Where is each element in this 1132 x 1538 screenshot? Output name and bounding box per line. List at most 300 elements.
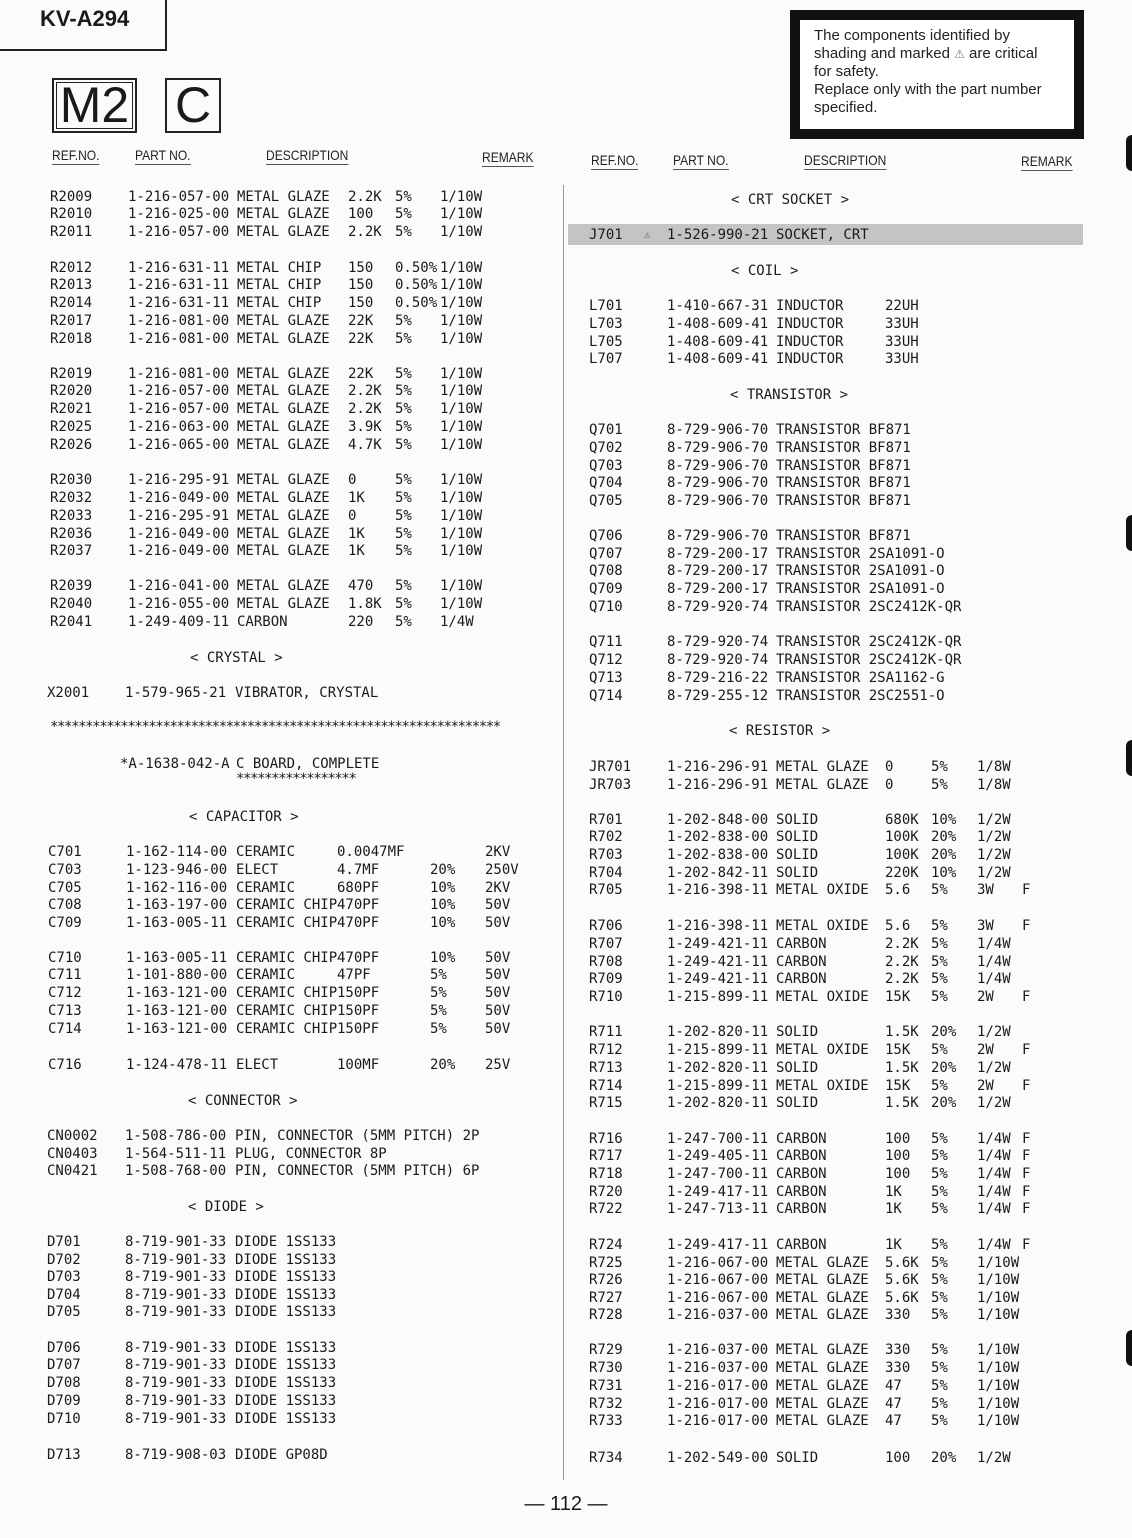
cell-part: 1-216-049-00 [128,490,230,506]
cell-rating: 1/10W [977,1396,1020,1412]
cell-rating: 1/10W [440,277,483,293]
cell-ref: D702 [47,1252,81,1268]
cell-rating: 1/4W [977,1201,1011,1217]
cell-value: 0 [885,759,894,775]
cell-rating: 1/2W [977,812,1011,828]
cell-value: 1K [348,490,365,506]
cell-part: 8-719-901-33 [125,1287,227,1303]
section-tag-c: C [165,78,221,133]
cell-value: 330 [885,1307,911,1323]
cell-rating: 1/2W [977,1060,1011,1076]
cell-part: 1-202-842-11 [667,865,769,881]
cell-ref: R715 [589,1095,623,1111]
cell-tol: 5% [931,954,948,970]
cell-rating: 25V [485,1057,511,1073]
cell-part: 1-216-295-91 [128,508,230,524]
cell-part: 1-216-041-00 [128,578,230,594]
cell-value: 5.6 [885,918,911,934]
cell-tol: 5% [931,1148,948,1164]
cell-tol: 20% [931,1060,957,1076]
cell-desc: METAL GLAZE [237,206,330,222]
cell-desc: METAL GLAZE [237,526,330,542]
cell-ref: Q712 [589,652,623,668]
cell-desc: CARBON [776,1166,827,1182]
cell-ref: R2037 [50,543,93,559]
cell-tol: 5% [931,936,948,952]
cell-tol: 5% [931,1413,948,1429]
cell-ref: C710 [48,950,82,966]
cell-value: 5.6 [885,882,911,898]
cell-value: 150 [348,277,374,293]
cell-desc: CERAMIC CHIP [236,897,338,913]
cell-desc: METAL GLAZE [776,1396,869,1412]
cell-tol: 10% [931,812,957,828]
cell-tol: 5% [931,882,948,898]
warning-icon: ⚠ [644,228,651,241]
cell-desc: CARBON [776,936,827,952]
cell-desc: METAL GLAZE [776,1378,869,1394]
cell-tol: 5% [931,989,948,1005]
cell-flag: F [1022,989,1031,1005]
cell-ref: D703 [47,1269,81,1285]
cell-ref: C713 [48,1003,82,1019]
cell-rating: 1/10W [977,1290,1020,1306]
cell-part: 1-216-037-00 [667,1360,769,1376]
cell-tol: 5% [395,366,412,382]
header-part-right: PART NO. [673,152,729,168]
cell-part: 1-216-037-00 [667,1342,769,1358]
cell-ref: R711 [589,1024,623,1040]
cell-part: 8-729-906-70 [667,422,769,438]
cell-tol: 5% [931,971,948,987]
cell-ref: C711 [48,967,82,983]
cell-value: 150 [348,260,374,276]
warning-icon: ⚠ [954,47,965,61]
cell-desc: METAL GLAZE [776,1307,869,1323]
cell-desc: TRANSISTOR 2SC2412K-QR [776,652,962,668]
cell-ref: R734 [589,1450,623,1466]
cell-part: 8-719-901-33 [125,1340,227,1356]
section-transistor: < TRANSISTOR > [730,387,849,403]
cell-desc: CARBON [776,971,827,987]
cell-desc: DIODE 1SS133 [235,1411,337,1427]
cell-desc: SOLID [776,1095,819,1111]
cell-desc: SOLID [776,847,819,863]
cell-ref: D709 [47,1393,81,1409]
cell-ref: R703 [589,847,623,863]
cell-ref: D706 [47,1340,81,1356]
cell-part: 1-215-899-11 [667,989,769,1005]
cell-flag: F [1022,1201,1031,1217]
cell-part: 1-215-899-11 [667,1042,769,1058]
cell-rating: 50V [485,915,511,931]
safety-note [790,10,1084,139]
cell-ref: D704 [47,1287,81,1303]
cell-desc: CERAMIC CHIP [236,915,338,931]
cell-value: 2.2K [885,936,919,952]
cell-desc: DIODE 1SS133 [235,1340,337,1356]
cell-desc: CERAMIC CHIP [236,950,338,966]
section-resistor: < RESISTOR > [729,723,831,739]
cell-tol: 5% [931,1255,948,1271]
header-remark-left: REMARK [482,149,534,165]
cell-rating: 2W [977,1078,994,1094]
cell-rating: 1/2W [977,829,1011,845]
cell-desc: METAL GLAZE [776,1413,869,1429]
cell-part: 8-719-901-33 [125,1411,227,1427]
cell-tol: 5% [395,401,412,417]
cell-ref: R2033 [50,508,93,524]
cell-value: 2.2K [348,383,382,399]
cell-ref: R2041 [50,614,93,630]
cell-ref: D710 [47,1411,81,1427]
cell-tol: 5% [931,918,948,934]
cell-tol: 0.50% [395,260,438,276]
cell-ref: R712 [589,1042,623,1058]
cell-ref: R2017 [50,313,93,329]
cell-part: 8-719-908-03 [125,1447,227,1463]
cell-ref: R707 [589,936,623,952]
cell-ref: R728 [589,1307,623,1323]
cell-rating: 50V [485,967,511,983]
cell-tol: 20% [430,1057,456,1073]
cell-rating: 1/2W [977,1024,1011,1040]
cell-desc: METAL GLAZE [776,1255,869,1271]
cell-part: 1-249-405-11 [667,1148,769,1164]
cell-value: 2.2K [348,224,382,240]
cell-value: 2.2K [885,971,919,987]
cell-value: 22K [348,331,374,347]
cell-part: 8-729-200-17 [667,546,769,562]
cell-value: 470 [348,578,374,594]
cell-desc: METAL OXIDE [776,1078,869,1094]
cell-desc: METAL GLAZE [237,331,330,347]
cell-tol: 0.50% [395,295,438,311]
cell-ref: JR701 [589,759,632,775]
cell-rating: 1/4W [977,1184,1011,1200]
cell-flag: F [1022,1166,1031,1182]
cell-value: 3.9K [348,419,382,435]
cell-desc: SOLID [776,829,819,845]
cell-part: 8-729-216-22 [667,670,769,686]
cell-part: 8-729-920-74 [667,634,769,650]
cell-value: 2.2K [885,954,919,970]
cell-tol: 5% [395,224,412,240]
cell-tol: 5% [395,313,412,329]
cell-part: 1-216-398-11 [667,918,769,934]
cell-part: 1-216-067-00 [667,1290,769,1306]
cell-part: 8-719-901-33 [125,1252,227,1268]
cell-tol: 5% [395,419,412,435]
cell-part: 1-216-017-00 [667,1396,769,1412]
cell-desc: ELECT [236,1057,279,1073]
cell-part: 8-719-901-33 [125,1269,227,1285]
cell-ref: R2019 [50,366,93,382]
cell-part: 1-202-549-00 [667,1450,769,1466]
cell-part: 1-162-116-00 [126,880,228,896]
cell-value: 330 [885,1360,911,1376]
cell-desc: TRANSISTOR 2SC2412K-QR [776,634,962,650]
cell-part: 8-719-901-33 [125,1357,227,1373]
cell-ref: C701 [48,844,82,860]
cell-rating: 1/10W [440,366,483,382]
cell-part: 1-526-990-21 [667,227,769,243]
cell-value: 15K [885,1078,911,1094]
cell-rating: 1/4W [977,936,1011,952]
section-coil: < COIL > [731,263,799,279]
cell-value: 470PF [337,950,380,966]
cell-part: 1-124-478-11 [126,1057,228,1073]
cell-tol: 10% [430,915,456,931]
cell-rating: 1/4W [977,1131,1011,1147]
cell-ref: CN0002 [47,1128,98,1144]
cell-desc: METAL CHIP [237,295,322,311]
cell-ref: R717 [589,1148,623,1164]
cell-part: 1-216-025-00 [128,206,230,222]
cell-desc: SOLID [776,812,819,828]
cell-part: 8-719-901-33 [125,1234,227,1250]
cell-ref: R2010 [50,206,93,222]
cell-value: 4.7K [348,437,382,453]
cell-tol: 5% [931,777,948,793]
cell-ref: R713 [589,1060,623,1076]
cell-part: 8-729-906-70 [667,475,769,491]
cell-desc: METAL CHIP [237,277,322,293]
cell-desc: DIODE 1SS133 [235,1269,337,1285]
cell-ref: Q709 [589,581,623,597]
cell-ref: R726 [589,1272,623,1288]
cell-rating: 3W [977,918,994,934]
cell-ref: D713 [47,1447,81,1463]
cell-desc: CARBON [776,1184,827,1200]
cell-desc: CARBON [776,1148,827,1164]
cell-desc: METAL GLAZE [237,189,330,205]
cell-ref: CN0421 [47,1163,98,1179]
cell-part: 8-729-920-74 [667,652,769,668]
header-remark-right: REMARK [1021,153,1073,169]
cell-ref: R2009 [50,189,93,205]
cell-part: 1-216-017-00 [667,1378,769,1394]
cell-part: 1-247-700-11 [667,1131,769,1147]
section-diode: < DIODE > [188,1199,264,1215]
cell-desc: TRANSISTOR BF871 [776,493,911,509]
cell-part: 8-729-906-70 [667,458,769,474]
cell-value: 100 [885,1450,911,1466]
cell-part: 8-719-901-33 [125,1393,227,1409]
cell-part: 1-408-609-41 [667,351,769,367]
cell-desc: TRANSISTOR BF871 [776,475,911,491]
cell-ref: Q703 [589,458,623,474]
cell-tol: 5% [395,508,412,524]
cell-part: 1-163-121-00 [126,1003,228,1019]
cell-part: 1-216-296-91 [667,777,769,793]
cell-ref: R2014 [50,295,93,311]
cell-rating: 1/10W [440,578,483,594]
cell-value: 1.5K [885,1060,919,1076]
cell-part: 1-508-768-00 [125,1163,227,1179]
cell-part: 1-202-820-11 [667,1060,769,1076]
cell-ref: R2012 [50,260,93,276]
cell-rating: 50V [485,897,511,913]
cell-value: 1K [885,1237,902,1253]
cell-rating: 1/10W [977,1378,1020,1394]
cell-ref: R725 [589,1255,623,1271]
cell-value: 150PF [337,1021,380,1037]
cell-desc: METAL GLAZE [237,508,330,524]
cell-value: 100 [885,1166,911,1182]
cell-part: 1-249-417-11 [667,1184,769,1200]
cell-tol: 5% [395,614,412,630]
safety-line: specified. [814,99,878,116]
cell-part: 1-163-121-00 [126,985,228,1001]
cell-tol: 5% [931,759,948,775]
cell-value: 22K [348,313,374,329]
cell-part: 1-216-067-00 [667,1255,769,1271]
cell-flag: F [1022,1148,1031,1164]
cell-tol: 10% [430,880,456,896]
cell-value: 5.6K [885,1255,919,1271]
cell-tol: 5% [931,1042,948,1058]
cell-ref: C705 [48,880,82,896]
cell-desc: DIODE 1SS133 [235,1287,337,1303]
cell-desc: CERAMIC [236,880,296,896]
cell-value: 150PF [337,985,380,1001]
cell-desc: TRANSISTOR 2SA1091-O [776,563,945,579]
cell-ref: D707 [47,1357,81,1373]
cell-flag: F [1022,882,1031,898]
separator-stars: **************************************************************** [50,719,500,735]
cell-rating: 2KV [485,880,511,896]
cell-rating: 1/10W [440,383,483,399]
cell-value: 4.7MF [337,862,380,878]
cell-tol: 5% [931,1078,948,1094]
cell-desc: TRANSISTOR BF871 [776,422,911,438]
cell-rating: 1/4W [977,1237,1011,1253]
cell-desc: METAL GLAZE [237,437,330,453]
cell-ref: R704 [589,865,623,881]
header-part-left: PART NO. [135,147,191,163]
cell-value: 1.5K [885,1095,919,1111]
cell-part: 1-202-838-00 [667,847,769,863]
binder-hole [1126,135,1132,171]
cell-rating: 1/10W [440,419,483,435]
cell-desc: METAL GLAZE [776,1290,869,1306]
cell-rating: 1/10W [440,401,483,417]
cell-desc: TRANSISTOR 2SA1091-O [776,546,945,562]
cell-value: 5.6K [885,1290,919,1306]
cell-desc: DIODE 1SS133 [235,1304,337,1320]
cell-desc: TRANSISTOR 2SA1091-O [776,581,945,597]
cell-value: 47 [885,1413,902,1429]
cell-desc: METAL GLAZE [776,1272,869,1288]
cell-part: 8-729-906-70 [667,493,769,509]
cell-part: 1-216-057-00 [128,401,230,417]
cell-ref: C709 [48,915,82,931]
cell-value: 1.5K [885,1024,919,1040]
cell-desc: CARBON [776,954,827,970]
cell-value: 15K [885,1042,911,1058]
cell-desc: PLUG, CONNECTOR 8P [235,1146,387,1162]
cell-desc: METAL GLAZE [237,366,330,382]
cell-rating: 1/8W [977,759,1011,775]
cell-value: 2.2K [348,189,382,205]
cell-value: 47PF [337,967,371,983]
cell-value: 5.6K [885,1272,919,1288]
cell-part: 1-216-631-11 [128,295,230,311]
cell-value: 33UH [885,351,919,367]
cell-ref: R2032 [50,490,93,506]
cell-tol: 20% [931,847,957,863]
cell-desc: METAL OXIDE [776,918,869,934]
cell-desc: METAL GLAZE [237,596,330,612]
cell-desc: METAL GLAZE [237,472,330,488]
cell-part: 1-249-417-11 [667,1237,769,1253]
cell-ref: CN0403 [47,1146,98,1162]
cell-desc: INDUCTOR [776,316,844,332]
cell-ref: R708 [589,954,623,970]
cell-rating: 1/10W [440,331,483,347]
cell-rating: 1/10W [440,313,483,329]
cell-tol: 5% [931,1360,948,1376]
cell-value: 22UH [885,298,919,314]
cell-desc: METAL CHIP [237,260,322,276]
cell-rating: 50V [485,985,511,1001]
cell-value: 1K [348,543,365,559]
cell-part: 1-162-114-00 [126,844,228,860]
cell-rating: 1/10W [977,1413,1020,1429]
cell-part: 1-249-421-11 [667,954,769,970]
cell-rating: 1/4W [440,614,474,630]
cell-ref: R716 [589,1131,623,1147]
cell-flag: F [1022,1237,1031,1253]
cell-part: 8-729-920-74 [667,599,769,615]
cell-desc: CARBON [776,1237,827,1253]
cell-ref: R724 [589,1237,623,1253]
cell-part: 1-216-081-00 [128,313,230,329]
cell-value: 15K [885,989,911,1005]
cell-part: 1-216-631-11 [128,260,230,276]
cell-rating: 1/4W [977,971,1011,987]
cell-value: 220 [348,614,374,630]
cell-part: 1-202-848-00 [667,812,769,828]
cell-value: 1.8K [348,596,382,612]
cell-part: 1-101-880-00 [126,967,228,983]
cell-part: 1-216-065-00 [128,437,230,453]
cell-tol: 10% [931,865,957,881]
cell-part: 1-216-057-00 [128,189,230,205]
cell-flag: F [1022,1131,1031,1147]
cell-tol: 5% [430,1021,447,1037]
cell-desc: METAL GLAZE [776,777,869,793]
cell-flag: F [1022,1042,1031,1058]
cell-tol: 5% [395,543,412,559]
header-ref-right: REF.NO. [591,152,639,168]
cell-desc: TRANSISTOR BF871 [776,458,911,474]
cell-desc: CARBON [776,1201,827,1217]
safety-line: The components identified by [814,27,1010,44]
cell-desc: CERAMIC [236,844,296,860]
cell-desc: DIODE 1SS133 [235,1375,337,1391]
cell-rating: 1/4W [977,954,1011,970]
cell-desc: METAL OXIDE [776,1042,869,1058]
cell-ref: R732 [589,1396,623,1412]
cell-ref: R731 [589,1378,623,1394]
cell-desc: METAL GLAZE [237,313,330,329]
cell-value: 100 [885,1131,911,1147]
section-connector: < CONNECTOR > [188,1093,298,1109]
cell-rating: 1/10W [977,1307,1020,1323]
binder-hole [1126,740,1132,776]
